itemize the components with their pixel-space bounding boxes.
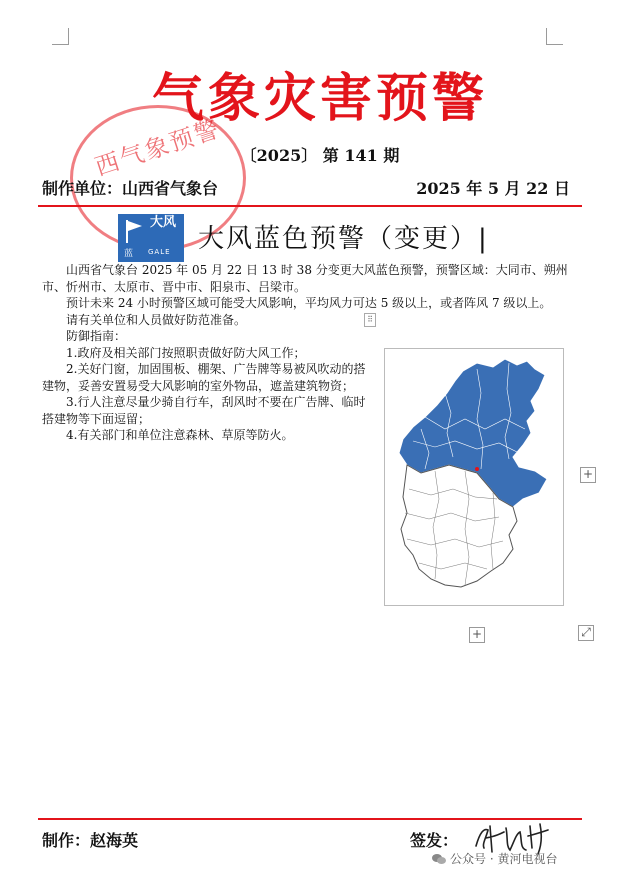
warning-heading[interactable]: 大风蓝色预警（变更）| [198, 224, 489, 254]
seal-text: 西气象预警 [91, 114, 224, 182]
issue-number: 〔2025〕 第 141 期 [240, 146, 400, 165]
gale-warning-icon [118, 214, 184, 262]
document-title: 气象灾害预警 [151, 68, 488, 129]
paragraph-prepare: 请有关单位和人员做好防范准备。 [66, 312, 247, 327]
flag-icon [124, 218, 144, 244]
shanxi-map-svg [385, 349, 563, 605]
guide-item-1: 1.政府及相关部门按照职责做好防大风工作； [66, 345, 306, 360]
guide-item-2: 2.关好门窗，加固围板、棚架、广告牌等易被风吹动的搭建物，妥善安置易受大风影响的室外物品，遮盖建筑物资； [42, 362, 366, 393]
map-capital-marker [475, 467, 479, 471]
signer-label: 签发： [410, 831, 459, 850]
table-move-handle[interactable]: ⠿ [364, 313, 376, 327]
issuing-unit: 制作单位：山西省气象台 [42, 179, 219, 198]
crop-mark-top-left [52, 28, 69, 45]
watermark-text: 公众号 · 黄河电视台 [450, 852, 558, 866]
add-row-button-bottom[interactable]: + [469, 627, 485, 643]
paragraph-forecast: 预计未来 24 小时预警区域可能受大风影响，平均风力可达 5 级以上，或者阵风 7 级以上。 [66, 296, 552, 310]
paragraph-area: 山西省气象台 2025 年 05 月 22 日 13 时 38 分变更大风蓝色预警，预警区域：大同市、朔州市、忻州市、太原市、晋中市、阳泉市、吕梁市。 [42, 263, 568, 294]
crop-mark-top-right [546, 28, 563, 45]
add-row-button-right[interactable]: + [580, 467, 596, 483]
issue-date: 2025 年 5 月 22 日 [416, 179, 570, 198]
guide-item-3: 3.行人注意尽量少骑自行车，刮风时不要在广告牌、临时搭建物等下面逗留； [42, 395, 366, 426]
guide-item-4: 4.有关部门和单位注意森林、草原等防火。 [66, 428, 294, 442]
warning-area-map[interactable] [384, 348, 564, 606]
icon-label-gale: 大风 [150, 215, 177, 230]
maker-label: 制作：赵海英 [42, 831, 139, 850]
icon-label-blue: 蓝 [124, 249, 134, 259]
watermark [432, 850, 557, 867]
icon-label-en: GALE [148, 248, 171, 256]
wechat-icon [432, 853, 446, 865]
header-divider [38, 205, 582, 207]
guidance-column [42, 312, 372, 444]
paragraph-guide-title: 防御指南： [66, 329, 127, 343]
resize-table-handle[interactable]: ⤢ [578, 625, 594, 641]
